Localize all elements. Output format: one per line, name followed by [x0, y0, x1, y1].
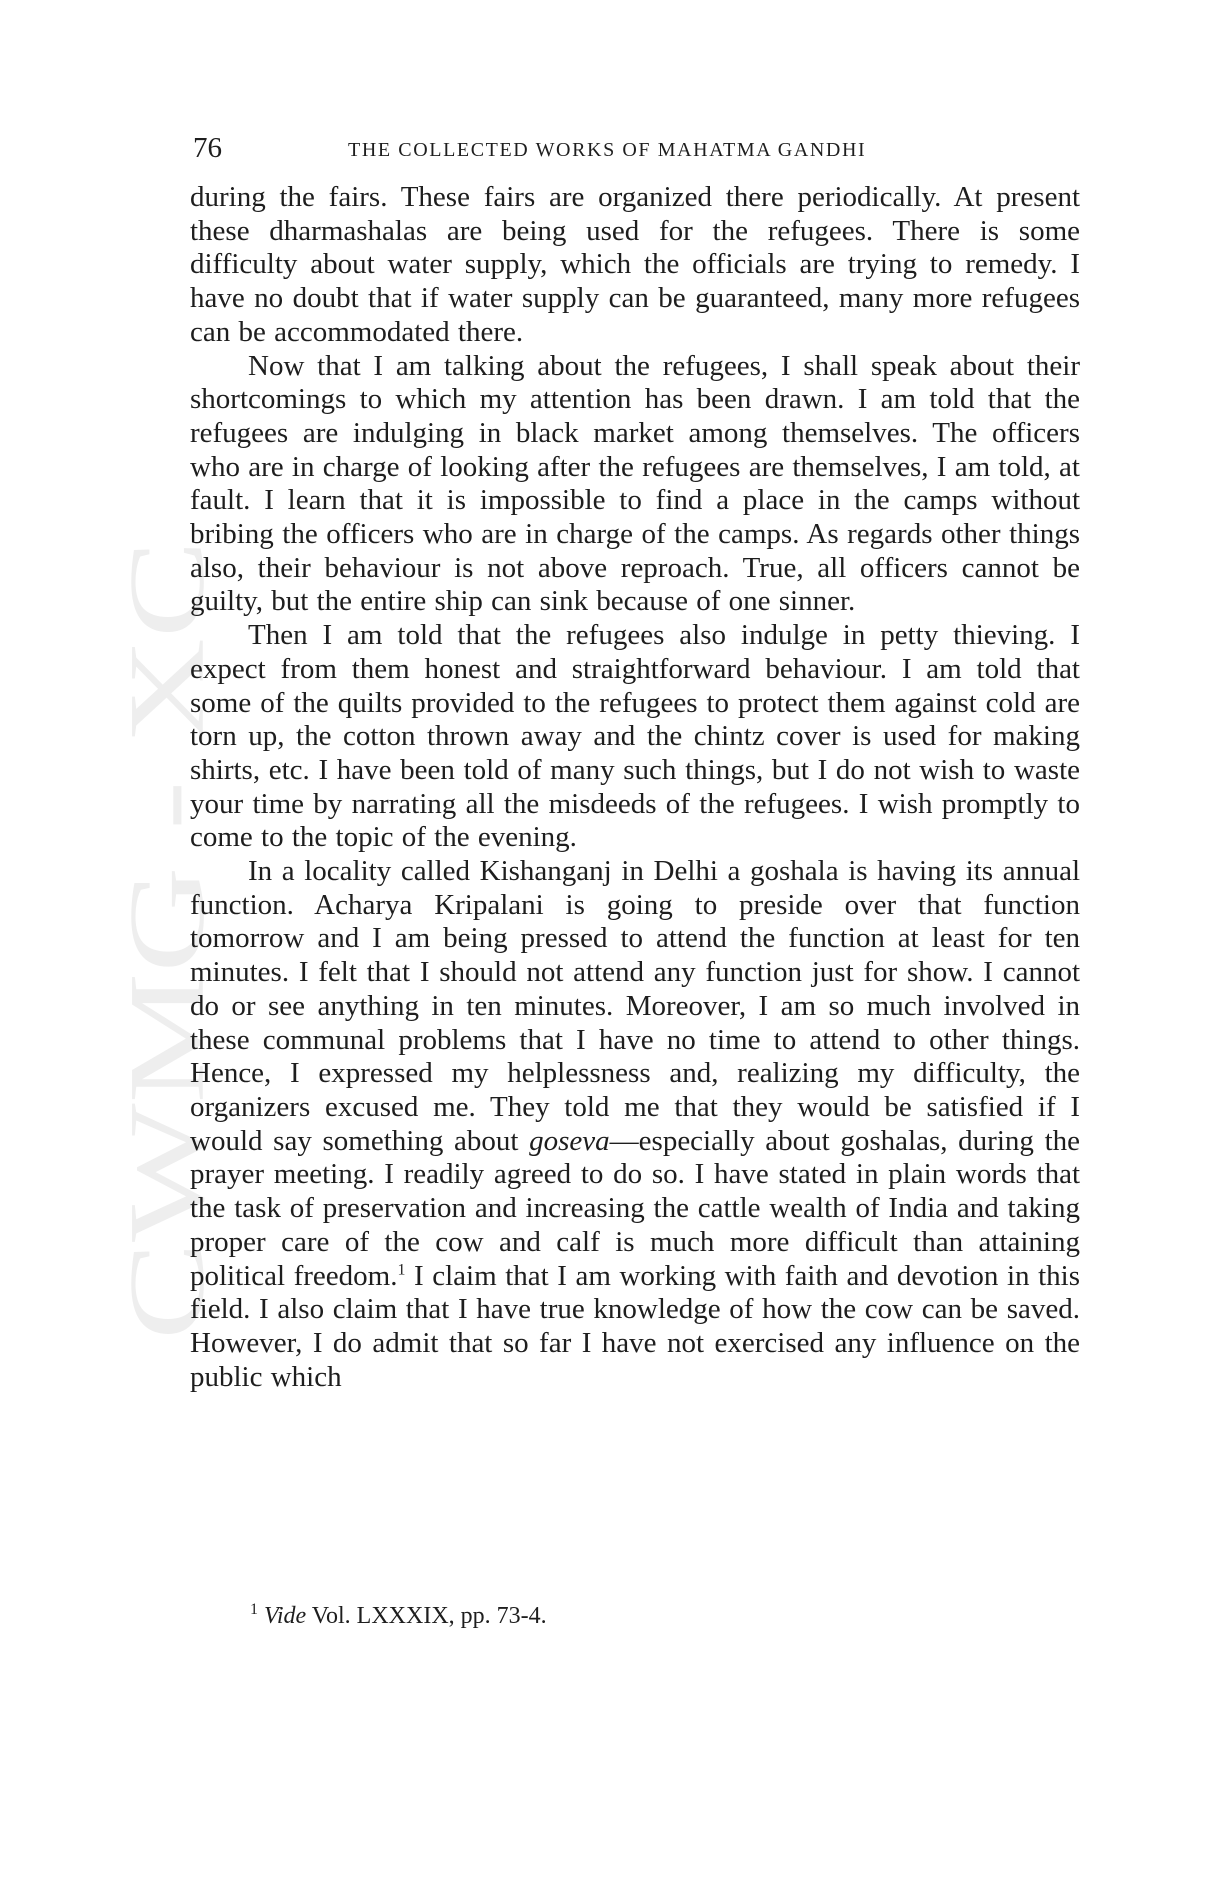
- paragraph-4-text-c: I claim that I am working with faith and devotion in this field. I also claim that I have true knowledge of how the cow can be saved. However, I do admit that so far I have not exercised any influence on the public which: [190, 1259, 1080, 1393]
- paragraph-3: Then I am told that the refugees also indulge in petty thieving. I expect from them honest and straightforward behaviour. I am told that some of the quilts provided to the refugees to protect them against cold are torn up, the cotton thrown away and the chintz cover is used for making shirts, etc. I have been told of many such things, but I do not wish to waste your time by narrating all the misdeeds of the refugees. I wish promptly to come to the topic of the evening.: [190, 619, 1080, 854]
- page-header: [193, 128, 1080, 168]
- footnote-marker: 1: [250, 1601, 258, 1618]
- term-goseva: goseva: [529, 1124, 610, 1157]
- page-number: 76: [193, 132, 222, 164]
- footnote-text: Vol. LXXXIX, pp. 73-4.: [306, 1603, 547, 1629]
- paragraph-1: during the fairs. These fairs are organized there periodically. At present these dharmashalas are being used for the refugees. There is some difficulty about water supply, which the officials are trying to remedy. I have no doubt that if water supply can be guaranteed, many more refugees can be accommodated there.: [190, 181, 1080, 348]
- paragraph-2: Now that I am talking about the refugees, I shall speak about their shortcomings to which my attention has been drawn. I am told that the refugees are indulging in black market among themselves. The officers who are in charge of looking after the refugees are themselves, I am told, at fault. I learn that it is impossible to find a place in the camps without bribing the officers who are in charge of the camps. As regards other things also, their behaviour is not above reproach. True, all officers cannot be guilty, but the entire ship can sink because of one sinner.: [190, 349, 1080, 618]
- footnote-reference: 1: [397, 1260, 406, 1278]
- footnote-vide: Vide: [264, 1603, 307, 1629]
- paragraph-4-text-b: —especially about goshalas, during the prayer meeting. I readily agreed to do so. I have stated in plain words that the task of preservation and increasing the cattle wealth of India and taking proper care of the cow and calf is much more difficult than attaining political freedom.: [190, 1124, 1080, 1292]
- footnote: [250, 1599, 547, 1633]
- running-title: THE COLLECTED WORKS OF MAHATMA GANDHI: [348, 139, 867, 161]
- paragraph-4-text-a: In a locality called Kishanganj in Delhi a goshala is having its annual function. Acharya Kripalani is going to preside over that function tomorrow and I am being pressed to attend the function at least for ten minutes. I felt that I should not attend any function just for show. I cannot do or see anything in ten minutes. Moreover, I am so much involved in these communal problems that I have no time to attend to other things. Hence, I expressed my helplessness and, realizing my difficulty, the organizers excused me. They told me that they would be satisfied if I would say something about: [190, 855, 1080, 1157]
- paragraph-4: [190, 855, 1080, 1394]
- body-text: [190, 181, 1080, 1394]
- watermark-text: CWMG - XC: [107, 752, 227, 1340]
